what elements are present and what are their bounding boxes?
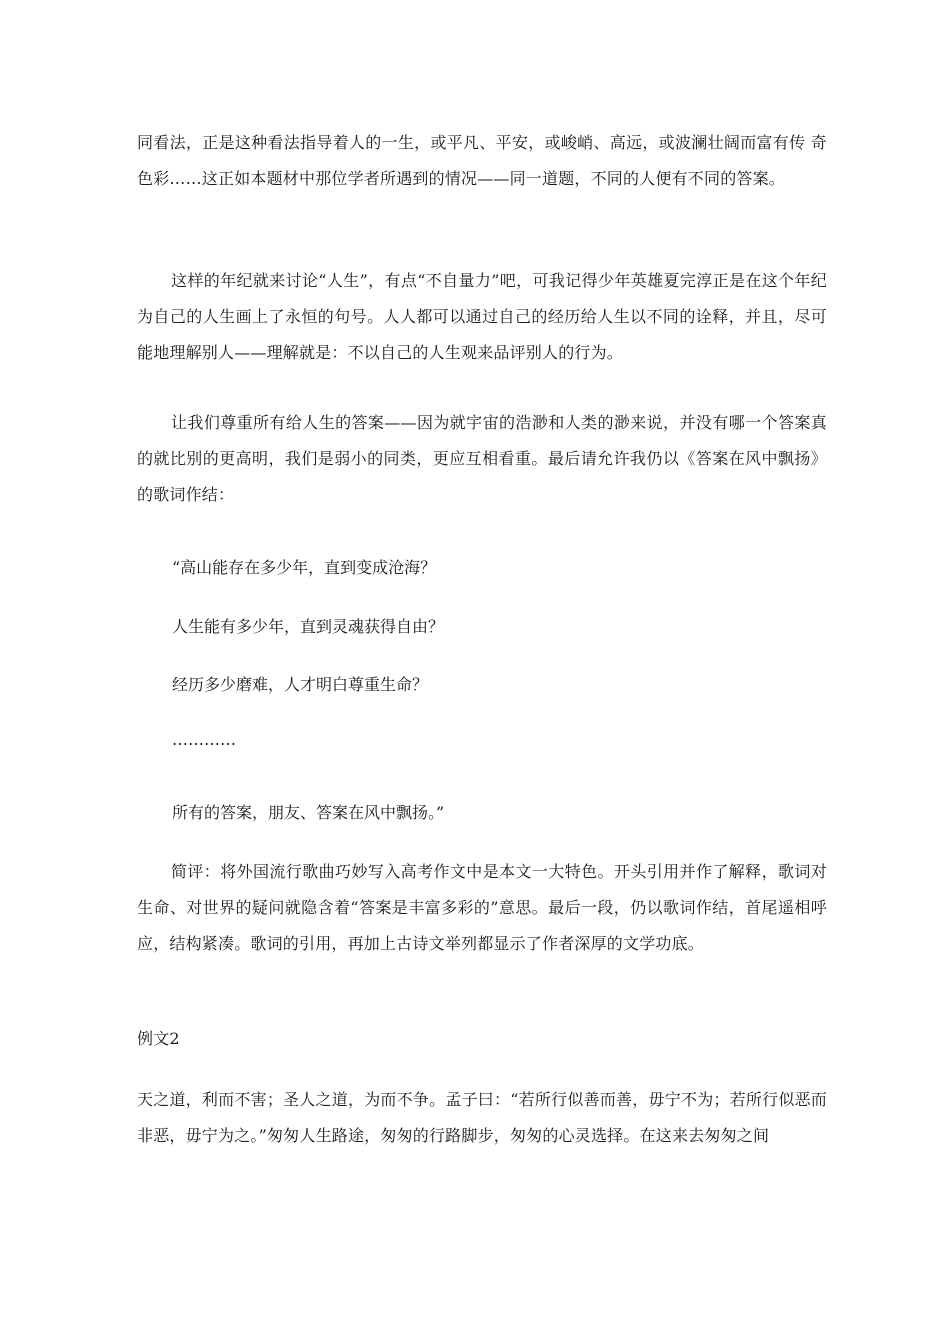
paragraph-3: 让我们尊重所有给人生的答案——因为就宇宙的浩渺和人类的渺来说，并没有哪一个答案真的就比别的更高明，我们是弱小的同类，更应互相看重。最后请允许我仍以《答案在风中飘扬》的歌词作结：	[137, 413, 827, 504]
lyric-line-5: 所有的答案，朋友、答案在风中飘扬。”	[172, 803, 445, 822]
lyric-line-3: 经历多少磨难，人才明白尊重生命？	[172, 675, 429, 694]
paragraph-2: 这样的年纪就来讨论“人生”，有点“不自量力”吧，可我记得少年英雄夏完淳正是在这个年纪为自己的人生画上了永恒的句号。人人都可以通过自己的经历给人生以不同的诠释，并且，尽可能地理解别人——理解就是：不以自己的人生观来品评别人的行为。	[137, 271, 827, 362]
example-heading: 例文2	[137, 1029, 180, 1048]
lyric-line-2: 人生能有多少年，直到灵魂获得自由？	[172, 617, 445, 636]
lyric-line-1: “高山能存在多少年，直到变成沧海？	[172, 558, 437, 577]
paragraph-1: 同看法，正是这种看法指导着人的一生，或平凡、平安，或峻峭、高远，或波澜壮阔而富有传 奇色彩……这正如本题材中那位学者所遇到的情况——同一道题，不同的人便有不同的答案。	[137, 133, 827, 188]
comment-paragraph: 简评：将外国流行歌曲巧妙写入高考作文中是本文一大特色。开头引用并作了解释，歌词对生命、对世界的疑问就隐含着“答案是丰富多彩的”意思。最后一段，仍以歌词作结，首尾遥相呼应，结构紧凑。歌词的引用，再加上古诗文举列都显示了作者深厚的文学功底。	[137, 862, 827, 953]
example-paragraph: 天之道，利而不害；圣人之道，为而不争。孟子曰：“若所行似善而善，毋宁不为；若所行似恶而非恶，毋宁为之。”匆匆人生路途，匆匆的行路脚步，匆匆的心灵选择。在这来去匆匆之间	[137, 1090, 827, 1145]
lyric-ellipsis: …………	[172, 730, 236, 749]
